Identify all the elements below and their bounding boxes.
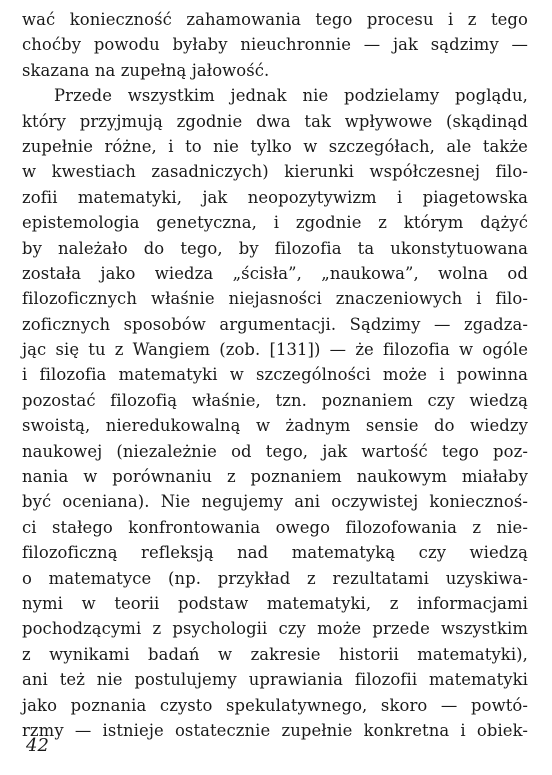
text-line: być oceniana). Nie negujemy ani oczywistej koniecznoś- bbox=[22, 492, 528, 512]
text-line: pochodzącymi z psychologii czy może przede wszystkim bbox=[22, 619, 528, 639]
text-line: epistemologia genetyczna, i zgodnie z którym dążyć bbox=[22, 213, 528, 233]
page-number: 42 bbox=[26, 735, 49, 756]
text-line: Przede wszystkim jednak nie podzielamy poglądu, bbox=[54, 86, 528, 106]
text-line: zofii matematyki, jak neopozytywizm i piagetowska bbox=[22, 187, 528, 207]
text-line: choćby powodu byłaby nieuchronnie — jak sądzimy — bbox=[22, 35, 528, 55]
text-line: ani też nie postulujemy uprawiania filozofii matematyki bbox=[22, 670, 528, 690]
text-line: i filozofia matematyki w szczególności może i powinna bbox=[22, 365, 528, 385]
text-line: jąc się tu z Wangiem (zob. [131]) — że filozofia w ogóle bbox=[22, 340, 528, 360]
text-line: filozoficznych właśnie niejasności znaczeniowych i filo- bbox=[22, 289, 528, 309]
text-line: który przyjmują zgodnie dwa tak wpływowe (skądinąd bbox=[22, 111, 528, 131]
text-line: pozostać filozofią właśnie, tzn. poznaniem czy wiedzą bbox=[22, 390, 528, 410]
text-line: by należało do tego, by filozofia ta ukonstytuowana bbox=[22, 238, 528, 258]
text-line: rzmy — istnieje ostatecznie zupełnie konkretna i obiek- bbox=[22, 720, 528, 740]
text-line: zoficznych sposobów argumentacji. Sądzimy — zgadza- bbox=[22, 314, 528, 334]
text-line: o matematyce (np. przykład z rezultatami uzyskiwa- bbox=[22, 568, 528, 588]
text-line: nania w porównaniu z poznaniem naukowym miałaby bbox=[22, 467, 528, 487]
text-line: zupełnie różne, i to nie tylko w szczegółach, ale także bbox=[22, 136, 528, 156]
text-line: nymi w teorii podstaw matematyki, z informacjami bbox=[22, 593, 528, 613]
text-line: naukowej (niezależnie od tego, jak wartość tego poz- bbox=[22, 441, 528, 461]
text-line: z wynikami badań w zakresie historii matematyki), bbox=[22, 644, 528, 664]
text-line: jako poznania czysto spekulatywnego, skoro — powtó- bbox=[22, 695, 528, 715]
text-line: swoistą, nieredukowalną w żadnym sensie do wiedzy bbox=[22, 416, 528, 436]
text-line: w kwestiach zasadniczych) kierunki współczesnej filo- bbox=[22, 162, 528, 182]
text-line: filozoficzną refleksją nad matematyką czy wiedzą bbox=[22, 543, 528, 563]
text-line: ci stałego konfrontowania owego filozofowania z nie- bbox=[22, 517, 528, 537]
body-text bbox=[22, 7, 528, 743]
text-line: została jako wiedza „ścisła”, „naukowa”, wolna od bbox=[22, 263, 528, 283]
text-line: skazana na zupełną jałowość. bbox=[22, 60, 270, 80]
text-line: wać konieczność zahamowania tego procesu i z tego bbox=[22, 10, 528, 29]
